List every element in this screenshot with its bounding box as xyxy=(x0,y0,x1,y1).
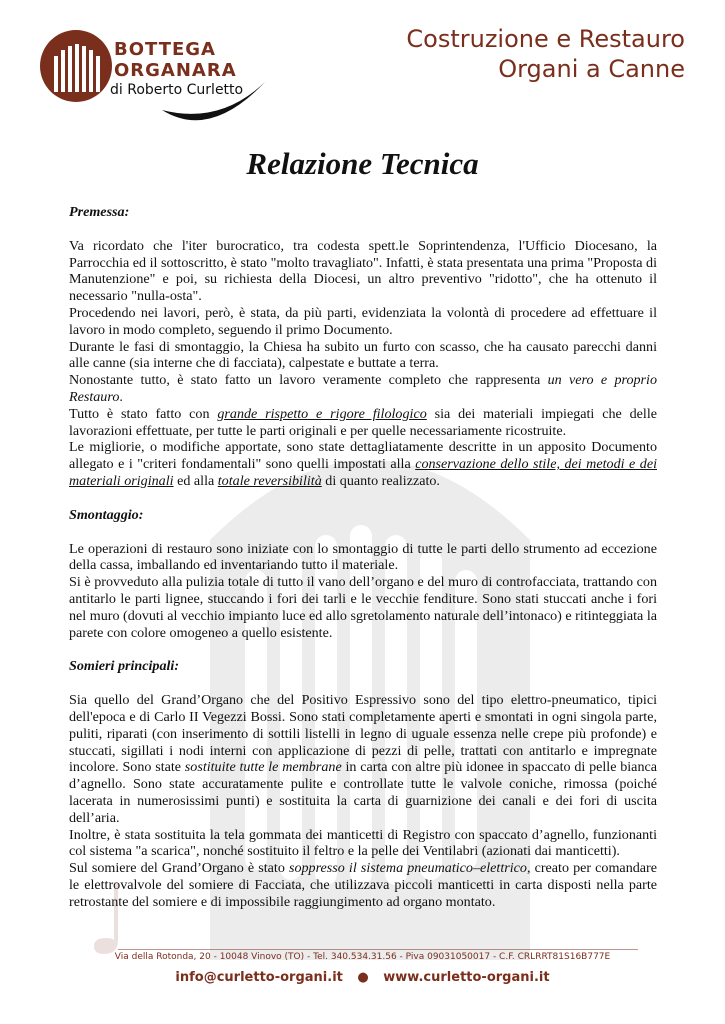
music-note-icon xyxy=(90,880,130,960)
company-logo xyxy=(40,30,280,140)
logo-subtitle: di Roberto Curletto xyxy=(110,82,244,98)
paragraph: Inoltre, è stata sostituita la tela gommata dei manticetti di Registro con spaccato d’agnello, funzionanti col sistema "a scarica", nonché sostituito il feltro e la pelle dei Ventilabri (azionati dai manticetti). xyxy=(69,826,657,860)
paragraph: Procedendo nei lavori, però, è stata, da più parti, evidenziata la volontà di procedere ad effettuare il lavoro in modo completo, seguendo il primo Documento. xyxy=(69,304,657,338)
footer-address: Via della Rotonda, 20 - 10048 Vinovo (TO) - Tel. 340.534.31.56 - Piva 09031050017 - C.F. CRLRRT81S16B777E xyxy=(114,952,611,962)
header-tagline xyxy=(406,24,685,84)
tagline-line-1: Costruzione e Restauro xyxy=(406,25,685,53)
section-heading-smontaggio: Smontaggio: xyxy=(69,506,144,523)
paragraph: Nonostante tutto, è stato fatto un lavoro veramente completo che rappresenta un vero e proprio Restauro. xyxy=(69,372,657,405)
paragraph: Tutto è stato fatto con grande rispetto e rigore filologico sia dei materiali impiegati che delle lavorazioni effettuate, per tutte le parti originali e per quelle necessariamente ricostruite. xyxy=(69,405,657,439)
logo-line-2: ORGANARA xyxy=(114,60,237,81)
organ-logo-icon xyxy=(40,30,112,102)
paragraph: Durante le fasi di smontaggio, la Chiesa ha subito un furto con scasso, che ha causato parecchi danni alle canne (sia interne che di facciata), calpestate e buttate a terra. xyxy=(69,338,657,372)
footer-contact xyxy=(0,970,725,985)
footer-email-link[interactable]: info@curletto-organi.it xyxy=(175,970,343,985)
paragraph: Si è provveduto alla pulizia totale di tutto il vano dell’organo e del muro di controfacciata, trattando con antitarlo le parti lignee, stuccando i fori dei tarli e le vecchie fenditure. Sono stati stuccati anche i fori nel muro (dovuti al vecchio impianto luce ed allo sgretolamento naturale dell’intonaco) e ritinteggiata la parete con colore omogeneo a quello esistente. xyxy=(69,574,657,641)
paragraph: Sul somiere del Grand’Organo è stato soppresso il sistema pneumatico–elettrico, creato per comandare le elettrovalvole del somiere di Facciata, che utilizzava piccoli manticetti in carta disposti nella parte retrostante del somiere e di impossibile raggiungimento ad organo montato. xyxy=(69,860,657,910)
section-heading-premessa: Premessa: xyxy=(69,204,130,220)
section-heading-somieri: Somieri principali: xyxy=(69,658,180,675)
document-body xyxy=(69,204,657,910)
tagline-line-2: Organi a Canne xyxy=(498,55,685,83)
footer-website-link[interactable]: www.curletto-organi.it xyxy=(383,970,550,985)
paragraph: Va ricordato che l'iter burocratico, tra codesta spett.le Soprintendenza, l'Ufficio Diocesano, la Parrocchia ed il sottoscritto, è stato "molto travagliato". Infatti, è stata presentata una prima "Proposta di Manutenzione" e poi, su richiesta della Diocesi, un altro preventivo "ridotto", che ha ottenuto il necessario "nulla-osta". xyxy=(69,237,657,305)
logo-line-1: BOTTEGA xyxy=(114,39,216,60)
bullet-icon: ● xyxy=(357,970,369,985)
paragraph: Le operazioni di restauro sono iniziate con lo smontaggio di tutte le parti dello strumento ad eccezione della cassa, imballando ed inventariando tutto il materiale. xyxy=(69,540,657,574)
document-title: Relazione Tecnica xyxy=(246,146,479,181)
paragraph: Sia quello del Grand’Organo che del Positivo Espressivo sono del tipo elettro-pneumatico, tipici dell'epoca e di Carlo II Vegezzi Bossi. Sono stati completamente aperti e smontati in ogni singola parte, puliti, riparati (con inserimento di sottili listelli in legno di uguale essenza nelle crepe più profonde) e stuccati, sigillati i nodi interni con applicazione di pezzi di pelle, trattati con antitarlo e impregnate incolore. Sono state sostituite tutte le membrane in carta con altre più idonee in spaccato di pelle bianca d’agnello. Sono state accuratamente pulite e controllate tutte le valvole coniche, rimossa (poiché lacerata in numerosissimi punti) e sostituita la carta di guarnizione dei canali e dei fori di uscita dell’aria. xyxy=(69,692,657,826)
paragraph: Le migliorie, o modifiche apportate, sono state dettagliatamente descritte in un apposito Documento allegato e i "criteri fondamentali" sono quelli impostati alla conservazione dello stile, dei metodi e dei materiali originali ed alla totale reversibilità di quanto realizzato. xyxy=(69,439,657,489)
footer-divider xyxy=(118,949,638,950)
